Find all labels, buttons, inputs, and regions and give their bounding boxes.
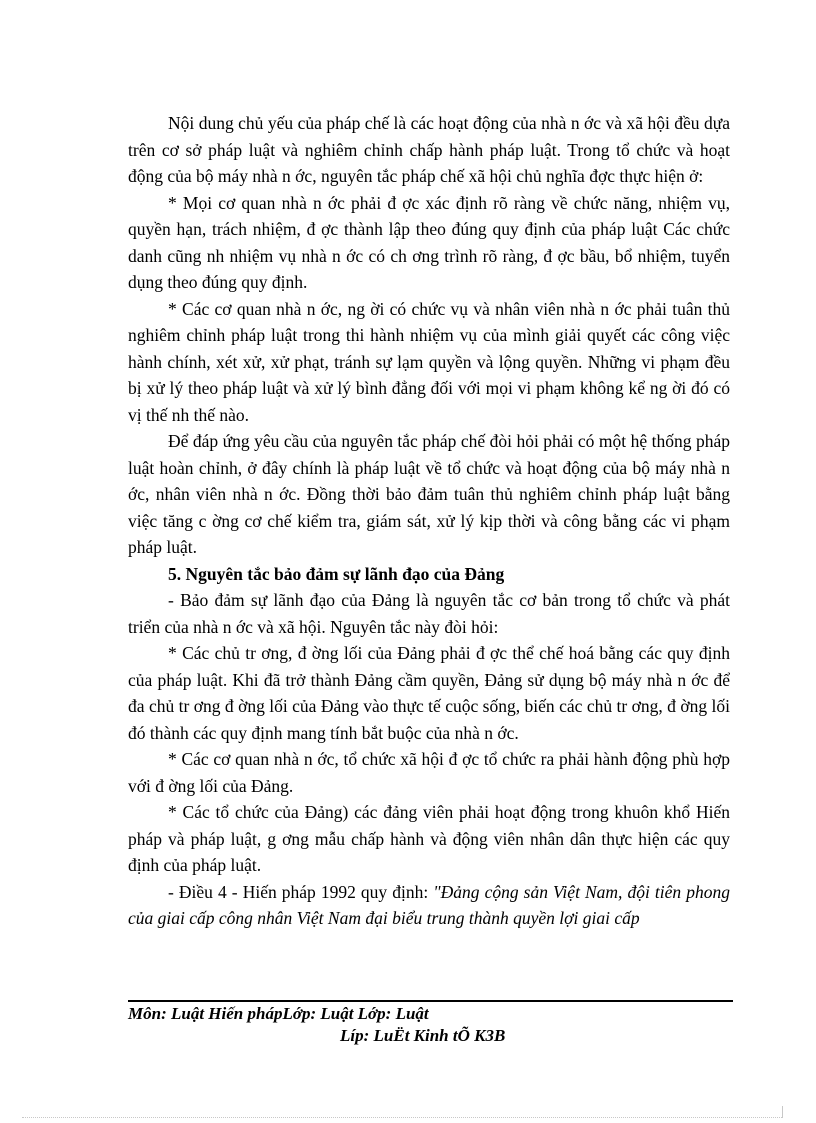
paragraph-3: * Các cơ quan nhà n ớc, ng ời có chức vụ và nhân viên nhà n ớc phải tuân thủ nghiêm chỉnh pháp luật trong thi hành nhiệm vụ của mình giải quyết các công việc hành chính, xét xử, xử phạt, tránh sự lạm quyền và lộng quyền. Những vi phạm đều bị xử lý theo pháp luật và xử lý bình đẳng đối với mọi vi phạm không kể ng ời đó có vị thế nh thế nào. [128, 298, 730, 425]
paragraph-1: Nội dung chủ yếu của pháp chế là các hoạt động của nhà n ớc và xã hội đều dựa trên cơ sở pháp luật và nghiêm chỉnh chấp hành pháp luật. Trong tổ chức và hoạt động của bộ máy nhà n ớc, nguyên tắc pháp chế xã hội chủ nghĩa đợc thực hiện ở: [128, 113, 730, 186]
footer-divider [128, 1000, 733, 1002]
article-4-intro: - Điều 4 - Hiến pháp 1992 quy định: [168, 881, 434, 902]
section-heading: 5. Nguyên tắc bảo đảm sự lãnh đạo của Đảng [168, 563, 505, 584]
paragraph-4: Để đáp ứng yêu cầu của nguyên tắc pháp chế đòi hỏi phải có một hệ thống pháp luật hoàn chỉnh, ở đây chính là pháp luật về tổ chức và hoạt động của bộ máy nhà n ớc, nhân viên nhà n ớc. Đồng thời bảo đảm tuân thủ nghiêm chỉnh pháp luật bằng việc tăng c ờng cơ chế kiểm tra, giám sát, xử lý kịp thời và công bằng các vi phạm pháp luật. [128, 431, 730, 557]
page-boundary-line [22, 1117, 782, 1118]
footer-class-line: Líp: LuËt Kinh tÕ K3B [340, 1026, 506, 1045]
document-body [128, 110, 730, 932]
paragraph-5: - Bảo đảm sự lãnh đạo của Đảng là nguyên tắc cơ bản trong tổ chức và phát triển của nhà n ớc và xã hội. Nguyên tắc này đòi hỏi: [128, 590, 730, 637]
paragraph-8: * Các tổ chức của Đảng) các đảng viên phải hoạt động trong khuôn khổ Hiến pháp và pháp luật, g ơng mẫu chấp hành và động viên nhân dân thực hiện các quy định của pháp luật. [128, 802, 730, 875]
article-4-quote: "Đảng cộng sản Việt Nam, đội tiên phong của giai cấp công nhân Việt Nam đại biểu trung thành quyền lợi giai cấp [128, 881, 730, 928]
paragraph-2: * Mọi cơ quan nhà n ớc phải đ ợc xác định rõ ràng về chức năng, nhiệm vụ, quyền hạn, trách nhiệm, đ ợc thành lập theo đúng quy định của pháp luật Các chức danh cũng nh nhiệm vụ nhà n ớc có ch ơng trình rõ ràng, đ ợc bầu, bổ nhiệm, tuyển dụng theo đúng quy định. [128, 192, 730, 292]
paragraph-6: * Các chủ tr ơng, đ ờng lối của Đảng phải đ ợc thể chế hoá bằng các quy định của pháp luật. Khi đã trở thành Đảng cầm quyền, Đảng sử dụng bộ máy nhà n ớc để đa chủ tr ơng đ ờng lối của Đảng vào thực tế cuộc sống, biến các chủ tr ơng, đ ờng lối đó thành các quy định mang tính bắt buộc của nhà n ớc. [128, 643, 730, 743]
paragraph-9 [128, 879, 730, 932]
paragraph-7: * Các cơ quan nhà n ớc, tổ chức xã hội đ ợc tổ chức ra phải hành động phù hợp với đ ờng lối của Đảng. [128, 749, 730, 796]
page-boundary-tick [782, 1106, 783, 1118]
footer-course-line: Môn: Luật Hiến phápLớp: Luật Lớp: Luật [128, 1004, 429, 1023]
